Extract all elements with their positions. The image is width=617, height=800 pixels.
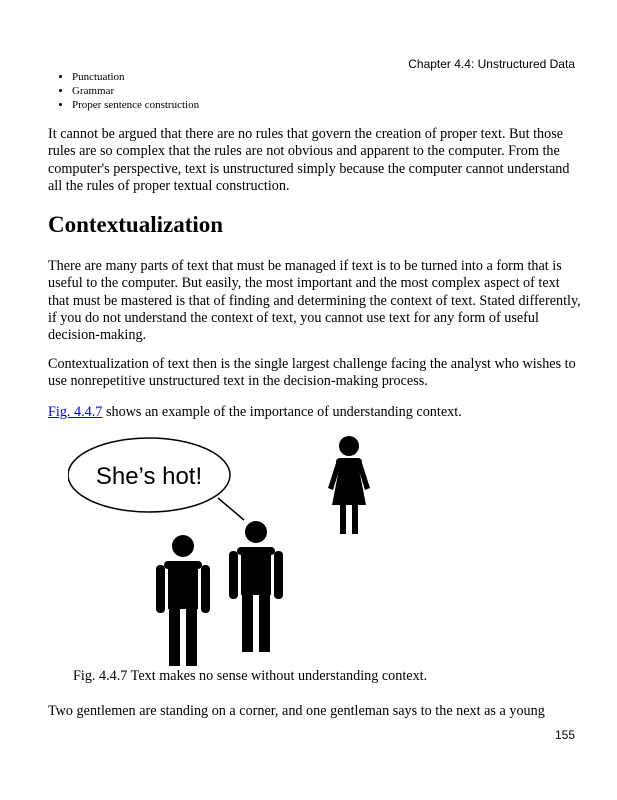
chapter-header: Chapter 4.4: Unstructured Data bbox=[408, 57, 575, 71]
paragraph-challenge: Contextualization of text then is the single largest challenge facing the analyst who wishes to use nonrepetitive unstructured text in the decision-making process. bbox=[48, 356, 576, 390]
section-title: Contextualization bbox=[48, 212, 224, 237]
bullet-list bbox=[48, 70, 199, 112]
paragraph-figure-ref bbox=[48, 404, 583, 421]
man-figure-left bbox=[156, 535, 210, 666]
context-illustration bbox=[68, 430, 408, 670]
list-item: • Punctuation bbox=[72, 70, 199, 84]
woman-figure bbox=[328, 436, 370, 534]
list-item: • Proper sentence construction bbox=[72, 98, 199, 112]
page-number: 155 bbox=[554, 728, 575, 742]
list-item: • Grammar bbox=[72, 84, 199, 98]
figure-illustration bbox=[68, 430, 408, 670]
paragraph-rules: It cannot be argued that there are no rules that govern the creation of proper text. But those rules are so complex that the rules are not obvious and apparent to the computer. From the computer's perspective, text is unstructured simply because the computer cannot understand all the rules of proper textual construction. bbox=[48, 126, 570, 194]
figure-caption: Fig. 4.4.7 Text makes no sense without understanding context. bbox=[73, 668, 428, 684]
figure-ref-text: shows an example of the importance of understanding context. bbox=[102, 404, 462, 420]
figure-link[interactable]: Fig. 4.4.7 bbox=[48, 404, 103, 420]
paragraph-gentlemen: Two gentlemen are standing on a corner, and one gentleman says to the next as a young bbox=[48, 703, 545, 719]
man-figure-right bbox=[229, 521, 283, 652]
paragraph-context-parts: There are many parts of text that must be managed if text is to be turned into a form that is useful to the computer. But easily, the most important and the most complex aspect of text that must be mastered is that of finding and determining the context of text. Stated differently, if you do not understand the context of text, you cannot use text for any form of useful decision-making. bbox=[48, 258, 581, 344]
speech-text: She’s hot! bbox=[95, 463, 203, 490]
speech-bubble-tail bbox=[218, 498, 244, 520]
